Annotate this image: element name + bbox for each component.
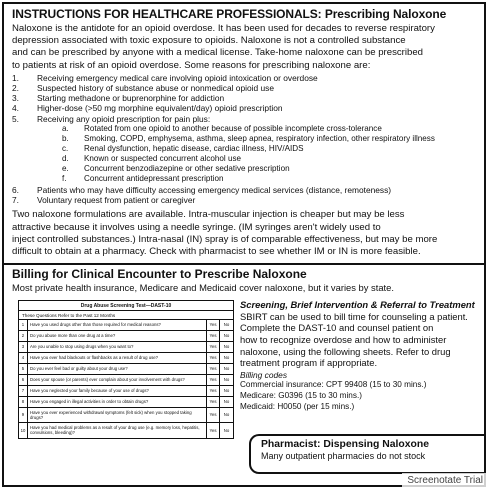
sub-list-letter: d. (62, 153, 69, 163)
list-item (12, 195, 478, 205)
formulation-line: inject controlled substances.) Intra-nasal (IN) spray is of comparable effectiveness, but may be more (12, 234, 438, 246)
dast-question-text: Have you used drugs other than those required for medical reasons? (28, 320, 207, 330)
sbirt-line: SBIRT can be used to bill time for counseling a patient. (240, 310, 468, 322)
dast-question-row (19, 320, 233, 331)
billing-section (4, 265, 484, 294)
sub-list-letter: f. (62, 173, 67, 183)
formulations-paragraph (12, 209, 486, 259)
list-number: 6. (12, 184, 19, 195)
list-item (12, 73, 478, 83)
sub-list-letter: a. (62, 123, 69, 133)
dast-no-cell: No (223, 366, 230, 372)
sub-list-item (12, 124, 478, 134)
dast-question-number: 8 (19, 397, 28, 407)
dast-question-text: Are you unable to stop using drugs when you want to? (28, 342, 207, 352)
dast-rows (19, 320, 233, 438)
dast-10-table (18, 300, 234, 439)
dast-no-cell: No (223, 388, 230, 394)
pharmacist-title: Pharmacist: Dispensing Naloxone (261, 438, 430, 450)
dast-question-number: 7 (19, 386, 28, 396)
reasons-list (12, 73, 478, 124)
document-page (2, 2, 486, 487)
formulation-line: difficult to obtain at a pharmacy. Check with pharmacist to see whether IM or IN is more feasible. (12, 246, 421, 258)
dast-question-text: Have you had medical problems as a result of your drug use (e.g. memory loss, hepatitis, convulsions, bleeding)? (28, 423, 207, 438)
billing-code: Medicaid: H0050 (per 15 mins.) (240, 401, 355, 411)
list-item (12, 83, 478, 93)
sbirt-line: naloxone, using the following sheets. Refer to drug (240, 345, 451, 357)
billing-code: Medicare: G0396 (15 to 30 mins.) (240, 390, 362, 400)
intro-paragraph (12, 23, 478, 72)
formulation-line: Two naloxone formulations are available. Intra-muscular injection is cheaper but may be less (12, 209, 405, 221)
list-number: 1. (12, 72, 19, 83)
sub-list-letter: c. (62, 143, 69, 153)
dast-question-number: 1 (19, 320, 28, 330)
dast-yes-cell: Yes (207, 320, 220, 330)
dast-yes-cell: Yes (207, 353, 220, 363)
intro-line: Naloxone is the antidote for an opioid overdose. It has been used for decades to reverse respiratory (12, 23, 435, 34)
dast-question-text: Does your spouse (or parents) ever complain about your involvement with drugs? (28, 375, 207, 385)
list-number: 5. (12, 113, 19, 124)
list-text: Voluntary request from patient or caregiver (37, 195, 196, 206)
sbirt-line: how to recognize overdose and how to administer (240, 334, 447, 346)
dast-question-row (19, 375, 233, 386)
list-number: 3. (12, 93, 19, 104)
intro-line: depression associated with toxic exposure to opioids. Naloxone is not a controlled substance (12, 35, 406, 47)
intro-line: to patients at risk of an opioid overdose. Some reasons for prescribing naloxone are: (12, 59, 371, 71)
dast-title: Drug Abuse Screening Test—DAST-10 (19, 301, 233, 311)
dast-yes-cell: Yes (207, 364, 220, 374)
list-item (12, 114, 478, 124)
dast-yes-cell: Yes (207, 397, 220, 407)
instructions-section (4, 4, 484, 259)
dast-yes-cell: Yes (207, 386, 220, 396)
billing-details (4, 294, 484, 461)
dast-question-text: Have you neglected your family because of your use of drugs? (28, 386, 207, 396)
sub-list-text: Concurrent antidepressant prescription (84, 173, 224, 183)
dast-question-number: 10 (19, 423, 28, 438)
dast-yes-cell: Yes (207, 375, 220, 385)
dast-question-number: 6 (19, 375, 28, 385)
formulation-line: attractive because it involves using a needle syringe. (IM syringes aren't widely used to (12, 221, 381, 233)
dast-no-cell: No (223, 427, 230, 433)
sbirt-line: Complete the DAST-10 and counsel patient on (240, 322, 434, 334)
dast-no-cell: No (223, 322, 230, 328)
dast-question-text: Do you ever feel bad or guilty about your drug use? (28, 364, 207, 374)
dast-question-text: Have you ever had blackouts or flashbacks as a result of drug use? (28, 353, 207, 363)
billing-title: Billing for Clinical Encounter to Prescribe Naloxone (12, 266, 307, 281)
billing-code: Commercial insurance: CPT 99408 (15 to 30 mins.) (240, 380, 427, 390)
sub-list-letter: e. (62, 163, 69, 173)
list-text: Receiving any opioid prescription for pain plus: (37, 113, 211, 124)
list-number: 2. (12, 83, 19, 94)
dast-no-cell: No (223, 377, 230, 383)
instructions-title: INSTRUCTIONS FOR HEALTHCARE PROFESSIONALS: Prescribing Naloxone (12, 7, 447, 21)
sub-list-text: Rotated from one opioid to another because of possible incomplete cross-tolerance (84, 123, 382, 133)
dast-question-number: 4 (19, 353, 28, 363)
intro-line: and can be prescribed by anyone with a medical license. Take-home naloxone can be prescribed (12, 47, 424, 59)
list-text: Receiving emergency medical care involving opioid intoxication or overdose (37, 72, 318, 83)
dast-question-number: 3 (19, 342, 28, 352)
dast-question-row (19, 408, 233, 423)
dast-question-number: 9 (19, 408, 28, 422)
dast-yes-cell: Yes (207, 423, 220, 438)
sbirt-title: Screening, Brief Intervention & Referral to Treatment (240, 298, 475, 310)
sub-list-item (12, 154, 478, 164)
dast-question-row (19, 342, 233, 353)
sub-list-item (12, 174, 478, 184)
pharmacist-callout (249, 434, 486, 474)
coverage-text: Most private health insurance, Medicare and Medicaid cover naloxone, but it varies by state. (12, 281, 394, 293)
pharmacist-text: Many outpatient pharmacies do not stock (261, 450, 426, 461)
sub-list-text: Known or suspected concurrent alcohol use (84, 153, 242, 163)
dast-question-number: 5 (19, 364, 28, 374)
sub-list-text: Smoking, COPD, emphysema, asthma, sleep apnea, respiratory infection, other respiratory illness (84, 133, 435, 143)
sub-list-item (12, 144, 478, 154)
list-text: Higher-dose (>50 mg morphine equivalent/day) opioid prescription (37, 103, 283, 114)
dast-no-cell: No (223, 355, 230, 361)
dast-no-cell: No (223, 399, 230, 405)
sub-list-item (12, 134, 478, 144)
list-item (12, 185, 478, 195)
dast-question-number: 2 (19, 331, 28, 341)
list-text: Suspected history of substance abuse or nonmedical opioid use (37, 83, 274, 94)
dast-question-row (19, 397, 233, 408)
dast-question-row (19, 331, 233, 342)
dast-yes-cell: Yes (207, 342, 220, 352)
list-item (12, 103, 478, 113)
sub-list-text: Renal dysfunction, hepatic disease, cardiac illness, HIV/AIDS (84, 143, 304, 153)
dast-question-text: Do you abuse more than one drug at a time? (28, 331, 207, 341)
dast-question-row (19, 423, 233, 438)
billing-codes-heading: Billing codes (240, 369, 288, 380)
dast-no-cell: No (223, 344, 230, 350)
sbirt-line: treatment program if appropriate. (240, 357, 378, 369)
list-text: Patients who may have difficulty accessing emergency medical services (distance, remoteness) (37, 184, 392, 195)
list-number: 7. (12, 195, 19, 206)
sub-reasons-list (12, 124, 478, 184)
sub-list-text: Concurrent benzodiazepine or other sedative prescription (84, 163, 290, 173)
list-text: Starting methadone or buprenorphine for addiction (37, 93, 225, 104)
sbirt-section (240, 299, 480, 412)
dast-question-text: Have you engaged in illegal activities in order to obtain drugs? (28, 397, 207, 407)
dast-question-row (19, 364, 233, 375)
list-number: 4. (12, 103, 19, 114)
dast-question-row (19, 386, 233, 397)
dast-yes-cell: Yes (207, 331, 220, 341)
dast-question-text: Have you ever experienced withdrawal symptoms (felt sick) when you stopped taking drugs? (28, 408, 207, 422)
sub-list-letter: b. (62, 133, 69, 143)
dast-question-row (19, 353, 233, 364)
dast-no-cell: No (223, 333, 230, 339)
sub-list-item (12, 164, 478, 174)
dast-note: These Questions Refer to the Past 12 Months (19, 311, 233, 320)
dast-no-cell: No (223, 412, 230, 418)
dast-yes-cell: Yes (207, 408, 220, 422)
reasons-list-continued (12, 185, 478, 205)
screenotate-watermark: Screenotate Trial (402, 473, 488, 489)
list-item (12, 93, 478, 103)
